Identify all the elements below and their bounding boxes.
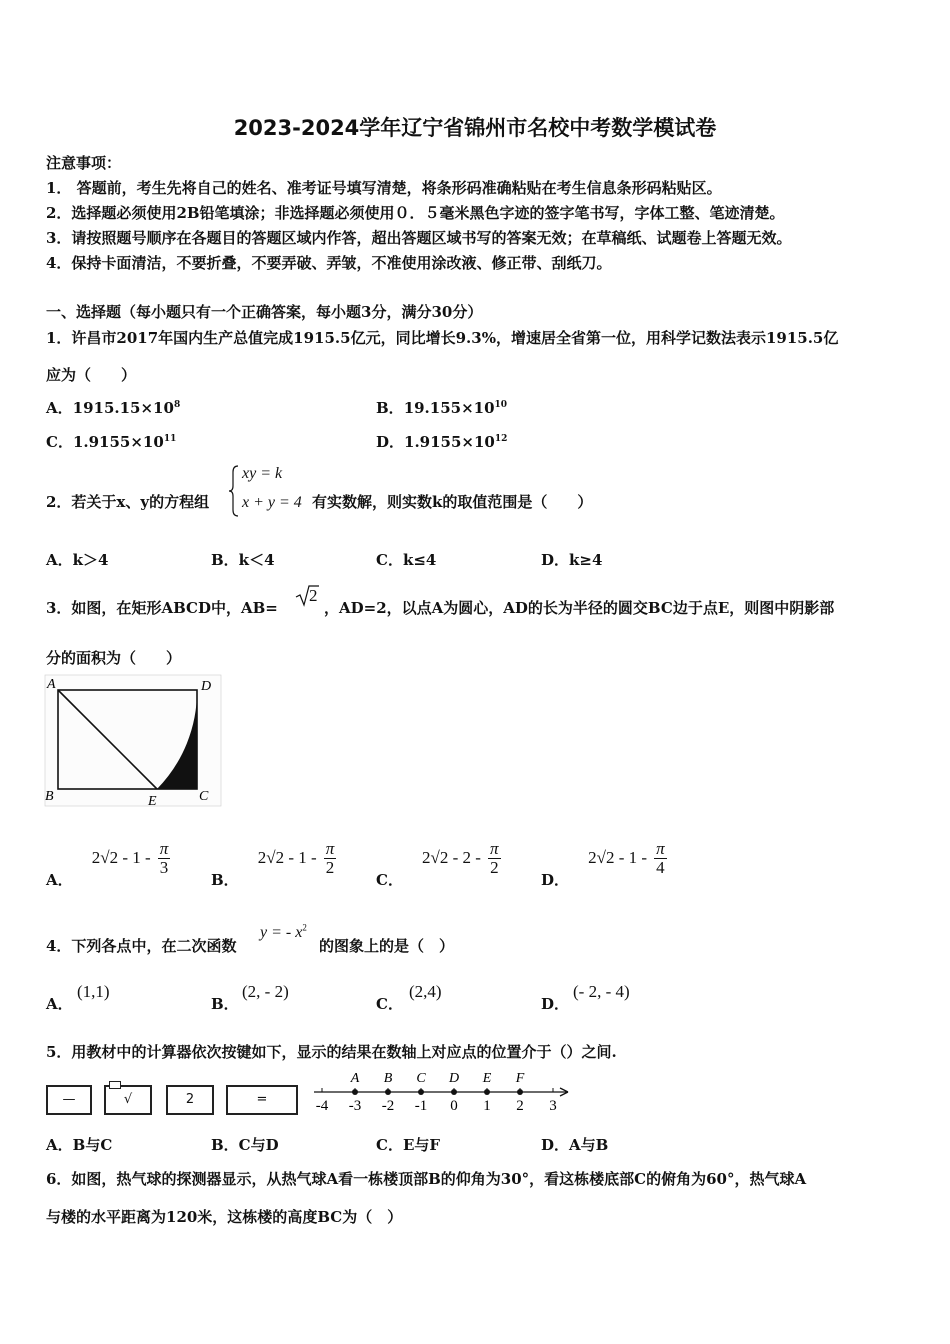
q4-option-d-point: (- 2, - 4) (573, 982, 630, 1001)
q4-function-base: y = - x (260, 924, 303, 941)
q3-option-d-label: D． (541, 870, 570, 889)
q1-option-b-exp: 10 (494, 400, 508, 410)
q4-option-c-point: (2,4) (409, 982, 442, 1001)
q1-option-a-label: A． (46, 399, 73, 417)
q4-option-a-label[interactable]: A． (46, 995, 73, 1013)
q1-option-d-exp: 12 (494, 434, 508, 444)
q6-text-line2: 与楼的水平距离为120米，这栋楼的高度BC为（ ） (46, 1208, 403, 1226)
q3-option-b-label: B． (211, 870, 239, 889)
q3-option-c-den: 2 (490, 857, 499, 877)
q2-option-a[interactable]: A．k＞4 (46, 551, 109, 569)
q5-tick-label: 3 (549, 1098, 557, 1114)
q3-option-d-den: 4 (656, 857, 665, 877)
q3-option-c-label: C． (376, 870, 403, 889)
q3-figure (44, 674, 224, 808)
q3-option-b-den: 2 (325, 857, 335, 877)
q4-text-after: 的图象上的是（ ） (319, 937, 455, 955)
q5-key-equals: = (226, 1085, 298, 1115)
q4-function (260, 922, 307, 942)
q5-key-two: 2 (166, 1085, 214, 1115)
q3-option-a-label: A． (46, 870, 73, 889)
q3-label-b: B (45, 789, 54, 804)
q5-point-dot (451, 1089, 457, 1095)
q3-option-c-lead: 2√2 - 2 - (422, 847, 481, 867)
q2-text-after: 有实数解，则实数k的取值范围是（ ） (312, 493, 593, 511)
q5-point-dot (385, 1089, 391, 1095)
q1-text-line1: 1．许昌市2017年国内生产总值完成1915.5亿元，同比增长9.3%，增速居全省第一位，用科学记数法表示1915.5亿 (46, 329, 839, 347)
q5-tick-label: -4 (315, 1098, 329, 1114)
q1-option-c[interactable] (46, 431, 176, 452)
q5-tick-label: -2 (381, 1098, 395, 1114)
notice-item-4: 4．保持卡面清洁，不要折叠，不要弄破、弄皱，不准使用涂改液、修正带、刮纸刀。 (46, 254, 612, 272)
q3-option-d-fraction (654, 840, 667, 877)
q1-option-a-base: 1915.15×10 (72, 399, 174, 417)
q3-option-d-num: π (656, 839, 665, 858)
q3-option-a[interactable] (46, 839, 170, 889)
q5-point-label: E (482, 1071, 492, 1086)
q5-tick-label: 2 (516, 1098, 524, 1114)
q2-text-before: 2．若关于x、y的方程组 (46, 493, 210, 511)
q5-point-dot (484, 1089, 490, 1095)
q5-point-label: B (383, 1071, 393, 1086)
q5-key-minus: — (46, 1085, 92, 1115)
notice-item-1: 1． 答题前，考生先将自己的姓名、准考证号填写清楚，将条形码准确粘贴在考生信息条形码粘贴区。 (46, 179, 722, 197)
q5-point-dot (517, 1089, 523, 1095)
q3-option-a-fraction (158, 840, 171, 877)
q5-tick-label: 1 (483, 1098, 491, 1114)
q4-option-b-label[interactable]: B． (211, 995, 239, 1013)
q4-option-b-point: (2, - 2) (242, 982, 289, 1001)
q5-point-label: A (350, 1071, 360, 1086)
q5-tick-label: 0 (450, 1098, 458, 1114)
q4-option-a-point: (1,1) (77, 982, 110, 1001)
q5-option-c[interactable]: C．E与F (376, 1136, 441, 1154)
section-heading: 一、选择题（每小题只有一个正确答案，每小题3分，满分30分） (46, 303, 483, 321)
q1-option-b-label: B． (376, 399, 404, 417)
q3-option-a-lead: 2√2 - 1 - (91, 847, 151, 867)
q3-option-a-den: 3 (159, 857, 169, 877)
q5-point-dot (352, 1089, 358, 1095)
q2-option-c[interactable]: C．k≤4 (376, 551, 437, 569)
q1-option-c-label: C． (46, 433, 73, 451)
q5-option-d[interactable]: D．A与B (541, 1136, 609, 1154)
q5-tick-label: -3 (348, 1098, 362, 1114)
page-title: 2023-2024学年辽宁省锦州市名校中考数学模试卷 (233, 116, 717, 140)
q5-key-sqrt (104, 1085, 152, 1115)
q3-text-before: 3．如图，在矩形ABCD中，AB= (46, 599, 278, 617)
q2-equation-2: x + y = 4 (242, 494, 302, 511)
q3-option-c[interactable] (376, 839, 501, 889)
q5-point-dot (418, 1089, 424, 1095)
q6-text-line1: 6．如图，热气球的探测器显示，从热气球A看一栋楼顶部B的仰角为30°，看这栋楼底部C的俯角为60°，热气球A (46, 1170, 807, 1188)
q5-point-label: F (515, 1071, 525, 1086)
q5-tick-label: -1 (414, 1098, 428, 1114)
q3-option-b-lead: 2√2 - 1 - (257, 847, 317, 867)
q5-option-a[interactable]: A．B与C (46, 1136, 113, 1154)
q3-option-b-fraction (324, 840, 337, 877)
q3-option-b-num: π (325, 839, 335, 858)
q2-system-brace (228, 464, 240, 518)
q5-point-label: C (416, 1071, 426, 1086)
q4-option-c-label[interactable]: C． (376, 995, 403, 1013)
notice-item-2: 2．选择题必须使用2B铅笔填涂；非选择题必须使用０．５毫米黑色字迹的签字笔书写，字体工整、笔迹清楚。 (46, 204, 785, 222)
q3-option-d[interactable] (541, 839, 667, 889)
q1-option-c-exp: 11 (163, 434, 177, 444)
q4-function-exp: 2 (302, 922, 307, 933)
q3-label-a: A (47, 677, 56, 692)
q3-text-line2: 分的面积为（ ） (46, 649, 182, 667)
q5-point-label: D (448, 1071, 460, 1086)
q3-label-e: E (148, 794, 157, 808)
q5-number-line (306, 1068, 576, 1116)
q1-text-line2: 应为（ ） (46, 366, 137, 384)
q3-option-a-num: π (159, 839, 169, 858)
q1-option-d-label: D． (376, 433, 405, 451)
q3-option-d-lead: 2√2 - 1 - (588, 847, 648, 867)
q3-label-c: C (199, 789, 209, 804)
q1-option-c-base: 1.9155×10 (72, 433, 164, 451)
q2-equation-1: xy = k (242, 465, 283, 482)
q1-option-b[interactable] (376, 397, 507, 418)
q1-option-d-base: 1.9155×10 (404, 433, 495, 451)
notice-item-3: 3．请按照题号顺序在各题目的答题区域内作答，超出答题区域书写的答案无效；在草稿纸、试题卷上答题无效。 (46, 229, 792, 247)
q5-key-sqrt-symbol: √ (123, 1092, 133, 1107)
q5-text: 5．用教材中的计算器依次按键如下，显示的结果在数轴上对应点的位置介于（）之间. (46, 1043, 617, 1061)
q3-option-c-num: π (490, 839, 499, 858)
q3-sqrt-value: 2 (309, 586, 318, 605)
q2-option-d[interactable]: D．k≥4 (541, 551, 603, 569)
q3-label-d: D (201, 679, 212, 694)
q1-option-d[interactable] (376, 431, 507, 452)
q1-option-a[interactable] (46, 397, 180, 418)
q5-key-sqrt-tab (109, 1081, 121, 1089)
q3-text-after: ，AD=2，以点A为圆心，AD的长为半径的圆交BC边于点E，则图中阴影部 (324, 599, 835, 617)
q2-option-b[interactable]: B．k＜4 (211, 551, 275, 569)
q5-option-b[interactable]: B．C与D (211, 1136, 279, 1154)
q3-option-c-fraction (488, 840, 501, 877)
q3-option-b[interactable] (211, 839, 336, 889)
q1-option-a-exp: 8 (173, 400, 181, 410)
q4-option-d-label[interactable]: D． (541, 995, 570, 1013)
q4-text-before: 4．下列各点中，在二次函数 (46, 937, 237, 955)
notice-heading: 注意事项： (46, 154, 122, 172)
q1-option-b-base: 19.155×10 (403, 399, 495, 417)
